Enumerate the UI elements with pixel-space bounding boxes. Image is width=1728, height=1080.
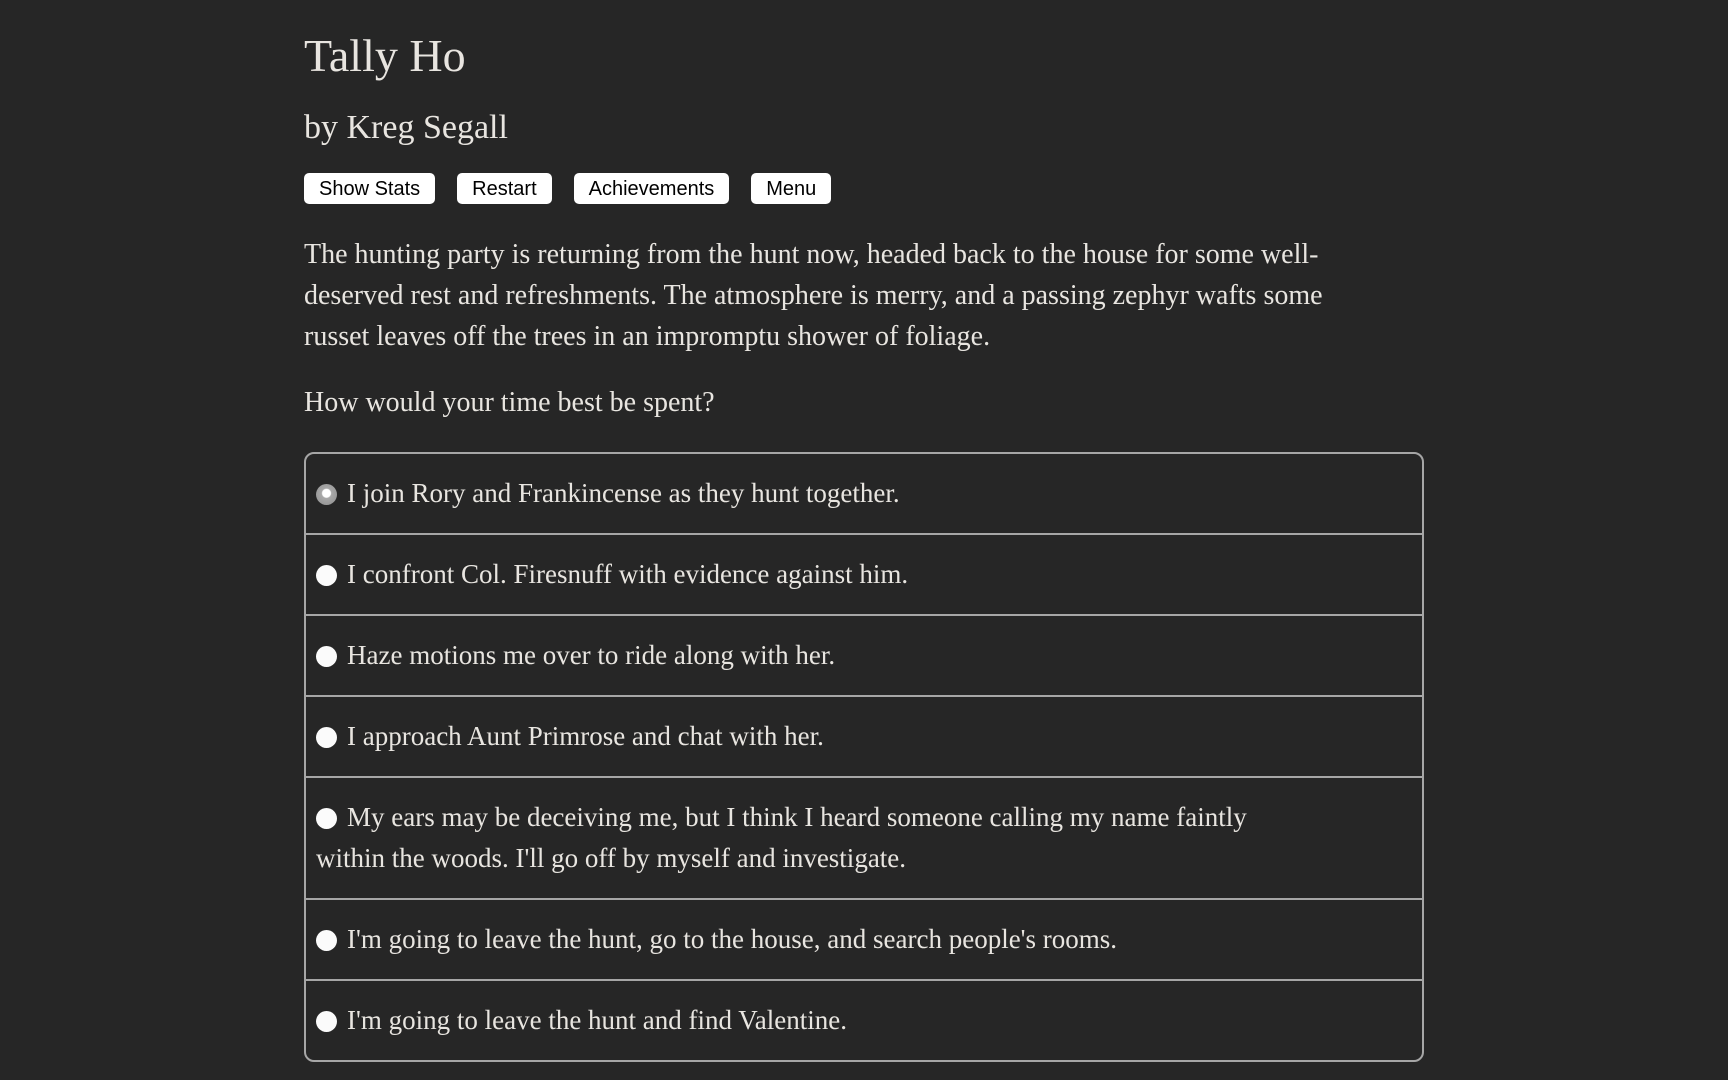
choice-label[interactable]: I join Rory and Frankincense as they hunt together. bbox=[347, 478, 900, 508]
game-title: Tally Ho bbox=[304, 30, 466, 81]
choice-row[interactable] bbox=[306, 454, 1422, 533]
radio-icon[interactable] bbox=[316, 808, 337, 829]
choice-row[interactable] bbox=[306, 979, 1422, 1060]
radio-icon[interactable] bbox=[316, 1011, 337, 1032]
story-paragraph: The hunting party is returning from the hunt now, headed back to the house for some well- deserved rest and refreshments. The atmosphere is merry, and a passing zephyr wafts some russet leaves off the trees in an impromptu shower of foliage. bbox=[304, 239, 1323, 352]
radio-icon[interactable] bbox=[316, 727, 337, 748]
show-stats-button[interactable]: Show Stats bbox=[304, 173, 435, 204]
game-byline: by Kreg Segall bbox=[304, 109, 508, 146]
choice-row[interactable] bbox=[306, 776, 1422, 898]
restart-button[interactable]: Restart bbox=[457, 173, 551, 204]
choice-row[interactable] bbox=[306, 614, 1422, 695]
choice-prompt: How would your time best be spent? bbox=[304, 387, 715, 418]
radio-icon[interactable] bbox=[316, 565, 337, 586]
choice-label[interactable]: My ears may be deceiving me, but I think I heard someone calling my name faintly bbox=[347, 802, 1247, 832]
choice-list bbox=[304, 452, 1424, 1062]
choice-label[interactable]: I confront Col. Firesnuff with evidence against him. bbox=[347, 559, 909, 589]
choice-row[interactable] bbox=[306, 898, 1422, 979]
choice-label[interactable]: Haze motions me over to ride along with her. bbox=[347, 640, 836, 670]
choice-row[interactable] bbox=[306, 695, 1422, 776]
toolbar bbox=[304, 173, 1424, 204]
choice-label[interactable]: I'm going to leave the hunt and find Valentine. bbox=[347, 1005, 848, 1035]
radio-icon[interactable] bbox=[316, 930, 337, 951]
achievements-button[interactable]: Achievements bbox=[574, 173, 730, 204]
menu-button[interactable]: Menu bbox=[751, 173, 831, 204]
radio-icon[interactable] bbox=[316, 484, 337, 505]
choice-label[interactable]: I'm going to leave the hunt, go to the house, and search people's rooms. bbox=[347, 924, 1118, 954]
story-content bbox=[304, 0, 1424, 1062]
choice-label[interactable]: I approach Aunt Primrose and chat with her. bbox=[347, 721, 824, 751]
choice-row[interactable] bbox=[306, 533, 1422, 614]
choice-label-wrap-line[interactable]: within the woods. I'll go off by myself and investigate. bbox=[316, 843, 907, 873]
radio-icon[interactable] bbox=[316, 646, 337, 667]
